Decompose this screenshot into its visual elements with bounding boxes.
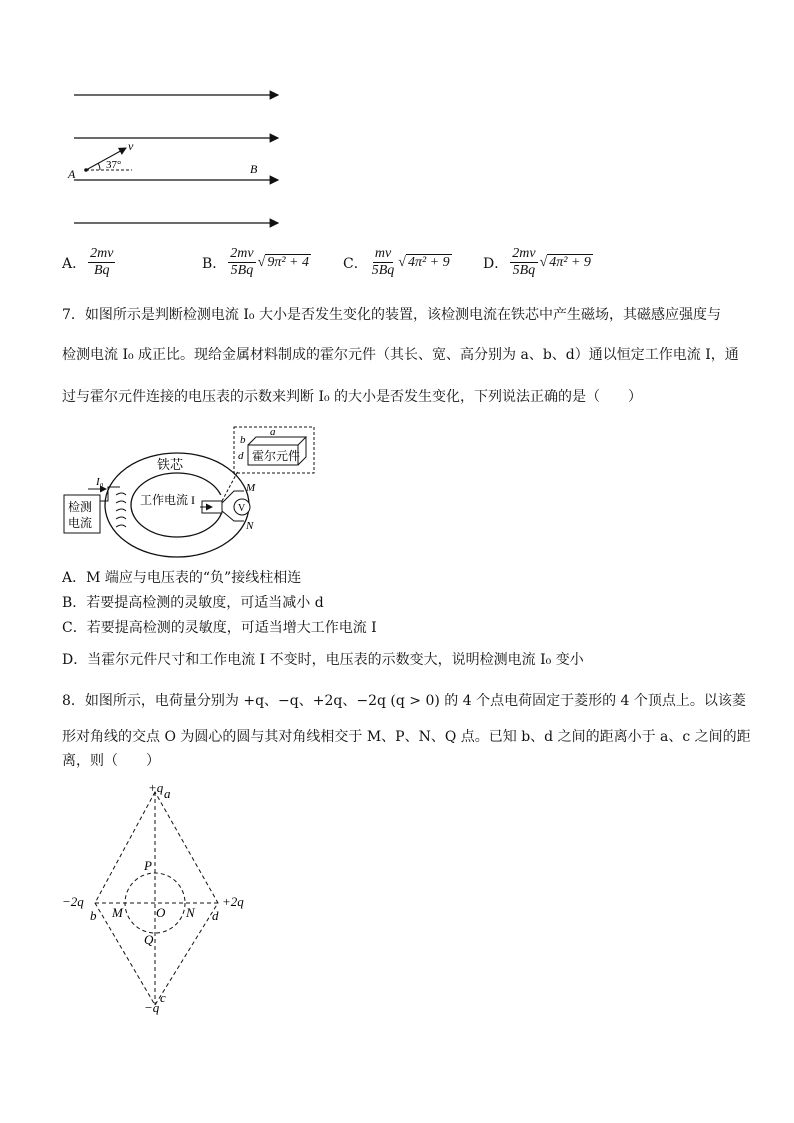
q7-option-c[interactable]: C．若要提高检测的灵敏度，可适当增大工作电流 I bbox=[62, 620, 377, 636]
q8-stem-line2: 形对角线的交点 O 为圆心的圆与其对角线相交于 M、P、N、Q 点。已知 b、d 之间的距离小于 a、c 之间的距 bbox=[62, 729, 751, 745]
velocity-label: v bbox=[128, 139, 134, 153]
q6-option-d[interactable] bbox=[483, 246, 593, 279]
voltmeter-label: V bbox=[238, 503, 246, 514]
angle-label: 37° bbox=[106, 159, 122, 171]
point-p-label: P bbox=[144, 858, 152, 873]
radicand: 9π² + 4 bbox=[267, 255, 309, 270]
q6-option-b[interactable] bbox=[202, 246, 311, 279]
option-letter: D． bbox=[483, 255, 509, 272]
top-vertex-label: a bbox=[164, 786, 171, 801]
option-letter: C． bbox=[343, 255, 368, 272]
option-letter: A． bbox=[62, 255, 87, 272]
option-fraction bbox=[88, 246, 115, 279]
option-fraction bbox=[510, 246, 537, 279]
q7-stem-line1: 7．如图所示是判断检测电流 I₀ 大小是否发生变化的装置，该检测电流在铁芯中产生磁场，其磁感应强度与 bbox=[62, 307, 721, 323]
point-q-label: Q bbox=[144, 932, 154, 947]
option-fraction bbox=[228, 246, 255, 279]
q7-stem-line2: 检测电流 I₀ 成正比。现给金属材料制成的霍尔元件（其长、宽、高分别为 a、b、d）通以恒定工作电流 I，通 bbox=[62, 347, 739, 363]
terminal-n: N bbox=[246, 520, 254, 532]
fraction-numerator: 2mv bbox=[90, 246, 114, 261]
point-o-label: O bbox=[156, 905, 166, 920]
hall-label: 霍尔元件 bbox=[252, 449, 301, 463]
q7-option-b[interactable]: B．若要提高检测的灵敏度，可适当减小 d bbox=[62, 595, 324, 611]
dim-a: a bbox=[270, 426, 276, 438]
fraction-numerator: mv bbox=[374, 246, 392, 261]
detect-label-1: 检测 bbox=[68, 500, 93, 514]
point-b-label: B bbox=[250, 162, 258, 176]
square-root: √ 4π² + 9 bbox=[539, 254, 591, 270]
fraction-denominator: 5Bq bbox=[371, 263, 395, 278]
point-a-dot bbox=[84, 168, 88, 172]
top-charge: +q bbox=[148, 780, 164, 795]
q7-option-d[interactable]: D．当霍尔元件尺寸和工作电流 I 不变时，电压表的示数变大，说明检测电流 I₀ 变小 bbox=[62, 652, 584, 668]
dim-d: d bbox=[238, 450, 244, 462]
detect-label-2: 电流 bbox=[68, 516, 93, 530]
q6-option-a[interactable] bbox=[62, 246, 117, 279]
right-vertex-label: d bbox=[212, 908, 219, 923]
fraction-denominator: Bq bbox=[94, 263, 110, 278]
left-vertex-label: b bbox=[90, 908, 97, 923]
point-m-label: M bbox=[112, 905, 123, 920]
radicand: 4π² + 9 bbox=[407, 255, 450, 270]
i0-label: I₀ bbox=[96, 476, 104, 488]
fraction-numerator: 2mv bbox=[512, 246, 536, 261]
hall-element-figure bbox=[62, 425, 324, 565]
bottom-charge: −q bbox=[144, 1000, 160, 1015]
core-label: 铁芯 bbox=[157, 457, 184, 472]
bottom-vertex-label: c bbox=[160, 990, 166, 1005]
field-lines-figure bbox=[60, 80, 300, 235]
q8-stem-line1: 8．如图所示，电荷量分别为 +q、−q、+2q、−2q (q > 0) 的 4 个点电荷固定于菱形的 4 个顶点上。以该菱 bbox=[62, 693, 746, 709]
coil bbox=[116, 493, 126, 527]
q7-stem-line3: 过与霍尔元件连接的电压表的示数来判断 I₀ 的大小是否发生变化，下列说法正确的是（ ） bbox=[62, 389, 643, 405]
dim-b: b bbox=[240, 434, 246, 446]
rhombus-figure bbox=[60, 780, 270, 1020]
option-letter: B． bbox=[202, 255, 227, 272]
fraction-denominator: 5Bq bbox=[230, 263, 254, 278]
q8-stem-line3: 离，则（ ） bbox=[62, 753, 160, 769]
option-fraction bbox=[370, 246, 397, 279]
right-charge: +2q bbox=[222, 894, 244, 909]
q7-option-a[interactable]: A．M 端应与电压表的“负”接线柱相连 bbox=[62, 570, 302, 586]
fraction-numerator: 2mv bbox=[230, 246, 254, 261]
terminal-m: M bbox=[246, 482, 256, 494]
point-n-label: N bbox=[186, 905, 195, 920]
angle-arc bbox=[98, 163, 100, 170]
rhombus bbox=[95, 792, 218, 1005]
left-charge: −2q bbox=[62, 894, 84, 909]
square-root: √ 9π² + 4 bbox=[257, 254, 309, 270]
work-current-label: 工作电流 I bbox=[140, 493, 195, 507]
point-a-label: A bbox=[68, 167, 76, 181]
fraction-denominator: 5Bq bbox=[512, 263, 536, 278]
radicand: 4π² + 9 bbox=[549, 255, 591, 270]
square-root: √ 4π² + 9 bbox=[398, 254, 450, 270]
q6-option-c[interactable] bbox=[343, 246, 452, 279]
